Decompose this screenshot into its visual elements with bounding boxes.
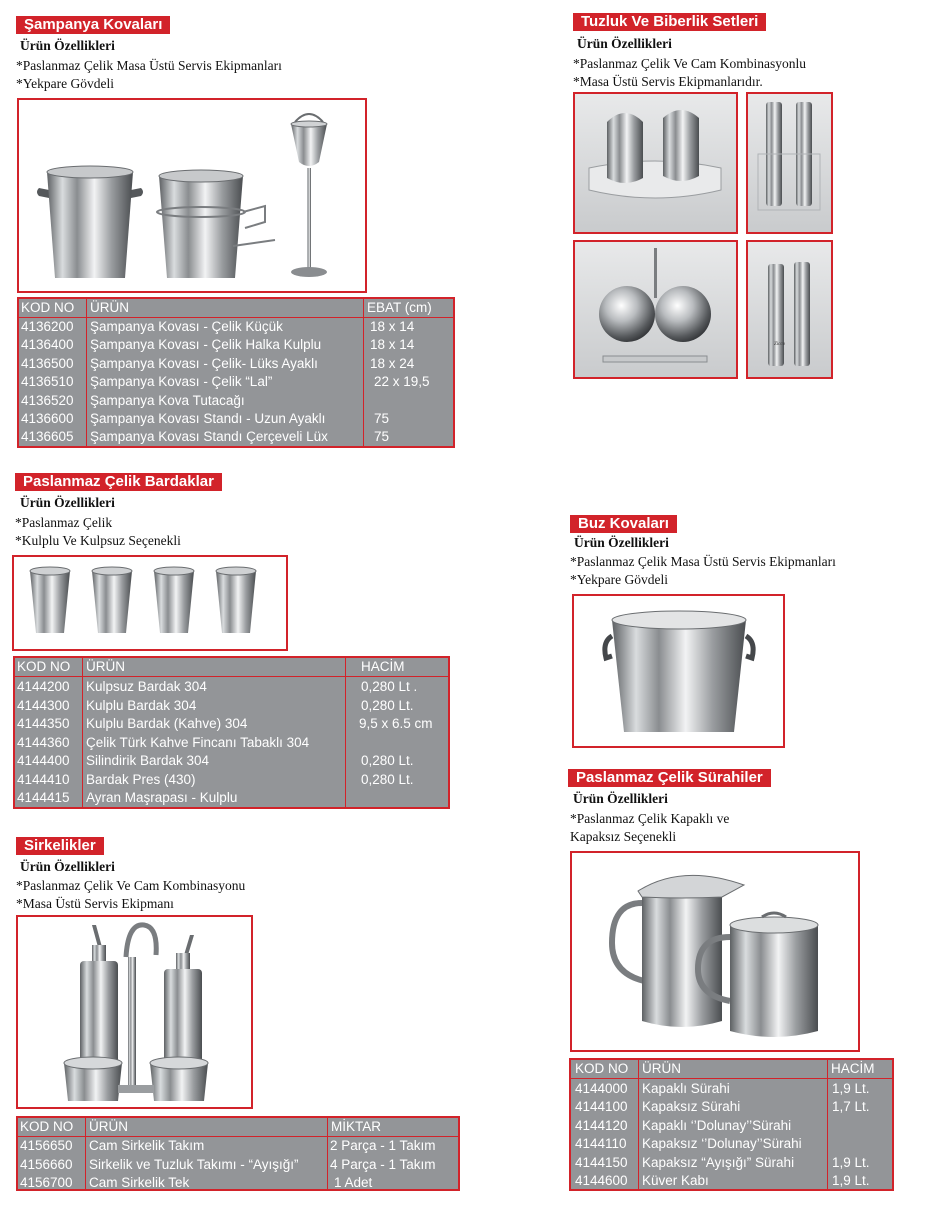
table-cell: 4144360 bbox=[17, 734, 70, 750]
table-cell: Kapaksız Sürahi bbox=[642, 1099, 741, 1115]
feature-line: *Paslanmaz Çelik Kapaklı ve bbox=[570, 811, 730, 826]
table-cell: 0,280 Lt. bbox=[361, 697, 414, 713]
table-cell: 2 Parça - 1 Takım bbox=[330, 1138, 436, 1153]
feature-line: *Masa Üstü Servis Ekipmanlarıdır. bbox=[573, 74, 763, 89]
table-cell: Cam Sirkelik Tek bbox=[89, 1175, 190, 1190]
section-subtitle-tuzluk: Ürün Özellikleri bbox=[577, 36, 672, 51]
table-cell: Şampanya Kovası - Çelik- Lüks Ayaklı bbox=[90, 355, 318, 371]
section-title-sampanya: Şampanya Kovaları bbox=[16, 16, 170, 34]
table-cell: 1,9 Lt. bbox=[832, 1173, 870, 1188]
section-subtitle-sampanya: Ürün Özellikleri bbox=[20, 38, 115, 53]
pitchers-image bbox=[570, 851, 860, 1052]
table-header: KOD NO bbox=[17, 659, 71, 674]
table-cell: Küver Kabı bbox=[642, 1173, 709, 1188]
feature-line: Kapaksız Seçenekli bbox=[570, 829, 677, 844]
table-cell: 4136400 bbox=[21, 337, 74, 353]
salt-pepper-set-image bbox=[573, 92, 738, 234]
section-title-surahiler: Paslanmaz Çelik Sürahiler bbox=[568, 769, 771, 787]
section-title-buz: Buz Kovaları bbox=[570, 515, 677, 533]
table-cell: Çelik Türk Kahve Fincanı Tabaklı 304 bbox=[86, 734, 310, 750]
table-cell: 4156700 bbox=[20, 1175, 73, 1190]
section-subtitle-buz: Ürün Özellikleri bbox=[574, 535, 669, 550]
table-cell: Silindirik Bardak 304 bbox=[86, 753, 210, 768]
table-cell: 4144000 bbox=[575, 1081, 628, 1096]
table-cell: 4136500 bbox=[21, 355, 74, 371]
table-cell: 4136200 bbox=[21, 319, 74, 334]
table-cell: 18 x 24 bbox=[370, 355, 415, 371]
section-title-sirkelikler: Sirkelikler bbox=[16, 837, 104, 855]
table-cell: Kapaklı Sürahi bbox=[642, 1081, 730, 1096]
product-table-bardaklar bbox=[13, 656, 450, 809]
table-cell: 4144300 bbox=[17, 697, 70, 713]
slim-salt-pepper-image bbox=[746, 240, 833, 379]
table-cell: Şampanya Kovası - Çelik Halka Kulplu bbox=[90, 337, 322, 353]
table-cell: 1,9 Lt. bbox=[832, 1154, 870, 1170]
product-table-sirkelikler bbox=[16, 1116, 460, 1191]
ball-salt-pepper-image bbox=[573, 240, 738, 379]
feature-line: *Paslanmaz Çelik Masa Üstü Servis Ekipmanları bbox=[16, 58, 282, 73]
table-header: ÜRÜN bbox=[90, 300, 129, 315]
table-cell: Kapaksız ‘’Dolunay’’Sürahi bbox=[642, 1136, 802, 1152]
table-cell: 18 x 14 bbox=[370, 319, 415, 334]
table-cell: 0,280 Lt . bbox=[361, 679, 418, 694]
steel-cups-image bbox=[12, 555, 288, 651]
table-cell: 4144100 bbox=[575, 1099, 628, 1115]
table-cell: Kulpsuz Bardak 304 bbox=[86, 679, 207, 694]
product-table-surahiler bbox=[569, 1058, 894, 1191]
table-cell: 4144120 bbox=[575, 1117, 628, 1133]
table-cell: 4136520 bbox=[21, 392, 74, 408]
table-header: ÜRÜN bbox=[86, 659, 125, 674]
table-cell: 4144415 bbox=[17, 790, 70, 805]
feature-line: *Paslanmaz Çelik Masa Üstü Servis Ekipmanları bbox=[570, 554, 836, 569]
table-cell: Şampanya Kova Tutacağı bbox=[90, 392, 245, 408]
brand-mark: Zicco bbox=[774, 342, 786, 347]
table-cell: 4144110 bbox=[575, 1136, 627, 1152]
table-header: ÜRÜN bbox=[642, 1061, 681, 1076]
table-cell: 1,7 Lt. bbox=[832, 1099, 870, 1115]
tall-salt-pepper-image bbox=[746, 92, 833, 234]
table-cell: 1 Adet bbox=[334, 1175, 373, 1190]
table-cell: Şampanya Kovası Standı Çerçeveli Lüx bbox=[90, 429, 328, 445]
table-cell: 4144400 bbox=[17, 753, 70, 768]
table-header: HACİM bbox=[831, 1061, 875, 1076]
table-cell: 4136510 bbox=[21, 374, 74, 390]
table-header: MİKTAR bbox=[331, 1119, 381, 1134]
table-cell: 4144350 bbox=[17, 716, 70, 731]
table-cell: 4136600 bbox=[21, 411, 74, 426]
table-header: HACİM bbox=[361, 659, 405, 674]
table-cell: 4136605 bbox=[21, 429, 74, 445]
table-cell: Kulplu Bardak 304 bbox=[86, 697, 197, 713]
table-cell: 75 bbox=[374, 429, 390, 445]
feature-line: *Paslanmaz Çelik bbox=[15, 515, 113, 530]
table-cell: Kulplu Bardak (Kahve) 304 bbox=[86, 716, 248, 731]
table-cell: Şampanya Kovası - Çelik Küçük bbox=[90, 319, 283, 334]
table-header: ÜRÜN bbox=[89, 1119, 128, 1134]
table-cell: 22 x 19,5 bbox=[374, 374, 430, 390]
table-cell: 4 Parça - 1 Takım bbox=[330, 1156, 436, 1172]
table-cell: 4156650 bbox=[20, 1138, 73, 1153]
table-cell: Bardak Pres (430) bbox=[86, 771, 196, 787]
table-cell: 9,5 x 6.5 cm bbox=[359, 716, 433, 731]
table-cell: Kapaklı ‘’Dolunay’’Sürahi bbox=[642, 1117, 792, 1133]
table-header: KOD NO bbox=[20, 1119, 74, 1134]
table-cell: 4156660 bbox=[20, 1156, 73, 1172]
table-header: KOD NO bbox=[575, 1061, 629, 1076]
table-cell: 18 x 14 bbox=[370, 337, 415, 353]
table-cell: Sirkelik ve Tuzluk Takımı - “Ayışığı” bbox=[89, 1156, 299, 1172]
table-cell: 0,280 Lt. bbox=[361, 753, 414, 768]
table-header: EBAT (cm) bbox=[367, 300, 432, 315]
table-cell: 4144200 bbox=[17, 679, 70, 694]
ice-bucket-image bbox=[572, 594, 785, 748]
table-cell: Kapaksız “Ayışığı” Sürahi bbox=[642, 1154, 795, 1170]
product-table-sampanya bbox=[17, 297, 455, 448]
table-cell: 1,9 Lt. bbox=[832, 1081, 870, 1096]
table-cell: 4144600 bbox=[575, 1173, 628, 1188]
table-cell: Şampanya Kovası - Çelik “Lal” bbox=[90, 374, 273, 390]
table-cell: 4144150 bbox=[575, 1154, 628, 1170]
feature-line: *Paslanmaz Çelik Ve Cam Kombinasyonu bbox=[16, 878, 246, 893]
section-title-tuzluk: Tuzluk Ve Biberlik Setleri bbox=[573, 13, 766, 31]
section-title-bardaklar: Paslanmaz Çelik Bardaklar bbox=[15, 473, 222, 491]
table-cell: Ayran Maşrapası - Kulplu bbox=[86, 790, 238, 805]
section-subtitle-surahiler: Ürün Özellikleri bbox=[573, 791, 668, 806]
table-cell: 0,280 Lt. bbox=[361, 771, 414, 787]
table-cell: Şampanya Kovası Standı - Uzun Ayaklı bbox=[90, 411, 326, 426]
feature-line: *Paslanmaz Çelik Ve Cam Kombinasyonlu bbox=[573, 56, 806, 71]
section-subtitle-bardaklar: Ürün Özellikleri bbox=[20, 495, 115, 510]
table-cell: 4144410 bbox=[17, 771, 70, 787]
feature-line: *Masa Üstü Servis Ekipmanı bbox=[16, 896, 174, 911]
champagne-buckets-image bbox=[17, 98, 367, 293]
feature-line: *Kulplu Ve Kulpsuz Seçenekli bbox=[15, 533, 181, 548]
feature-line: *Yekpare Gövdeli bbox=[570, 572, 668, 587]
table-cell: Cam Sirkelik Takım bbox=[89, 1138, 205, 1153]
table-header: KOD NO bbox=[21, 300, 75, 315]
table-cell: 75 bbox=[374, 411, 390, 426]
section-subtitle-sirkelikler: Ürün Özellikleri bbox=[20, 859, 115, 874]
feature-line: *Yekpare Gövdeli bbox=[16, 76, 114, 91]
vinegar-set-image bbox=[16, 915, 253, 1109]
